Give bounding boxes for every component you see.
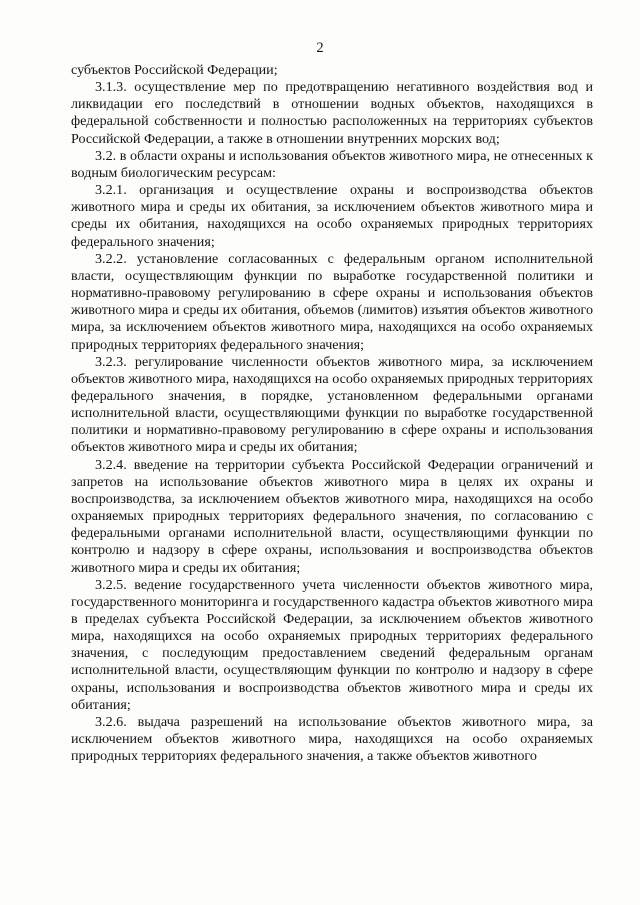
paragraph: субъектов Российской Федерации;	[71, 62, 278, 78]
paragraph: 3.2. в области охраны и использования объектов животного мира, не отнесенных к водным биологическим ресурсам:	[71, 147, 593, 181]
paragraph: 3.2.2. установление согласованных с федеральным органом исполнительной власти, осуществляющим функции по выработке государственной политики и нормативно-правовому регулированию в сфере охраны и использования объектов животного мира и среды их обитания, объемов (лимитов) изъятия объектов животного мира, за исключением объектов животного мира, находящихся на особо охраняемых природных территориях федерального значения;	[71, 250, 593, 353]
paragraph: 3.2.3. регулирование численности объектов животного мира, за исключением объектов животного мира, находящихся на особо охраняемых природных территориях федерального значения, в порядке, установленном федеральными органами исполнительной власти, осуществляющими функции по выработке государственной политики и нормативно-правовому регулированию в сфере охраны и использования объектов животного мира и среды их обитания;	[71, 353, 593, 456]
paragraph: 3.2.4. введение на территории субъекта Российской Федерации ограничений и запретов на использование объектов животного мира в целях их охраны и воспроизводства, за исключением объектов животного мира, находящихся на особо охраняемых природных территориях федерального значения, по согласованию с федеральными органами исполнительной власти, осуществляющими функции по контролю и надзору в сфере охраны, использования и воспроизводства объектов животного мира и среды их обитания;	[71, 456, 593, 576]
paragraph: 3.2.6. выдача разрешений на использование объектов животного мира, за исключением объектов животного мира, находящихся на особо охраняемых природных территориях федерального значения, а также объектов животного	[71, 713, 593, 765]
document-body	[71, 62, 593, 765]
paragraph: 3.2.1. организация и осуществление охраны и воспроизводства объектов животного мира и среды их обитания, за исключением объектов животного мира и среды их обитания, находящихся на особо охраняемых природных территориях федерального значения;	[71, 182, 593, 250]
paragraph: 3.1.3. осуществление мер по предотвращению негативного воздействия вод и ликвидации его последствий в отношении водных объектов, находящихся в федеральной собственности и полностью расположенных на территориях субъектов Российской Федерации, а также в отношении внутренних морских вод;	[71, 79, 593, 147]
page-number: 2	[316, 40, 324, 56]
paragraph: 3.2.5. ведение государственного учета численности объектов животного мира, государственного мониторинга и государственного кадастра объектов животного мира в пределах субъекта Российской Федерации, за исключением объектов животного мира, находящихся на особо охраняемых природных территориях федерального значения, с последующим предоставлением сведений федеральным органам исполнительной власти, осуществляющим функции по контролю и надзору в сфере охраны, использования и воспроизводства объектов животного мира и среды их обитания;	[71, 576, 593, 713]
